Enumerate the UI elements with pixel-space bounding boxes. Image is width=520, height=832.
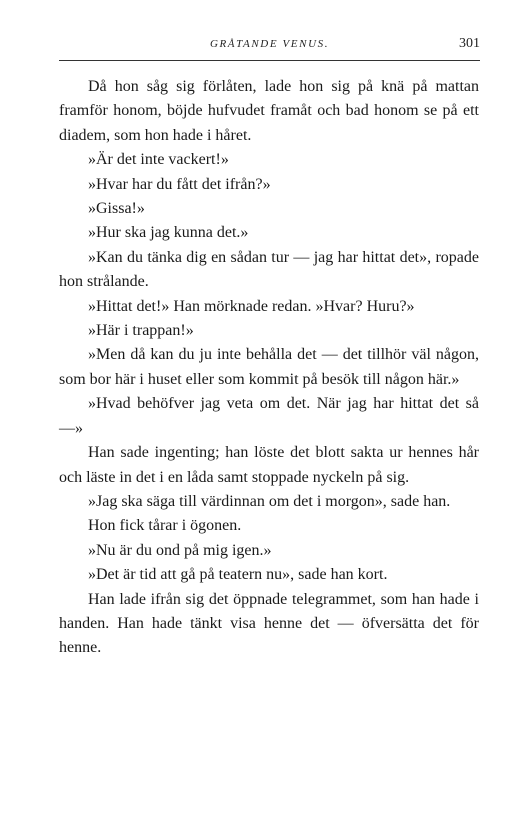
paragraph: »Men då kan du ju inte behålla det — det tillhör väl någon, som bor här i huset eller som kommit på besök till någon här.» bbox=[59, 346, 479, 388]
header-rule bbox=[59, 60, 480, 61]
running-head bbox=[59, 36, 480, 58]
paragraph: »Hvad behöfver jag veta om det. När jag har hittat det så —» bbox=[59, 395, 479, 437]
paragraph: »Hvar har du fått det ifrån?» bbox=[88, 175, 271, 193]
paragraph: »Nu är du ond på mig igen.» bbox=[88, 541, 272, 559]
running-title: GRÅTANDE VENUS. bbox=[209, 38, 330, 50]
paragraph: »Gissa!» bbox=[88, 200, 145, 218]
paragraph: »Är det inte vackert!» bbox=[88, 151, 229, 169]
paragraph: Hon fick tårar i ögonen. bbox=[88, 517, 242, 535]
paragraph: Då hon såg sig förlåten, lade hon sig på knä på mattan framför honom, böjde hufvudet framåt och bad honom se på ett diadem, som hon hade i håret. bbox=[59, 78, 479, 144]
paragraph: »Hittat det!» Han mörknade redan. »Hvar? Huru?» bbox=[88, 297, 415, 315]
paragraph: Han sade ingenting; han löste det blott sakta ur hennes hår och läste in det i en låda samt stoppade nyckeln på sig. bbox=[59, 444, 479, 486]
paragraph: »Det är tid att gå på teatern nu», sade han kort. bbox=[88, 566, 388, 584]
paragraph: »Kan du tänka dig en sådan tur — jag har hittat det», ropade hon strålande. bbox=[59, 248, 479, 291]
paragraph: »Här i trappan!» bbox=[88, 322, 194, 340]
body-text bbox=[59, 75, 479, 661]
paragraph: »Jag ska säga till värdinnan om det i morgon», sade han. bbox=[88, 492, 451, 510]
paragraph: Han lade ifrån sig det öppnade telegrammet, som han hade i handen. Han hade tänkt visa henne det — öfversätta det för henne. bbox=[59, 590, 479, 657]
page-number: 301 bbox=[459, 36, 480, 51]
paragraph: »Hur ska jag kunna det.» bbox=[88, 224, 249, 242]
